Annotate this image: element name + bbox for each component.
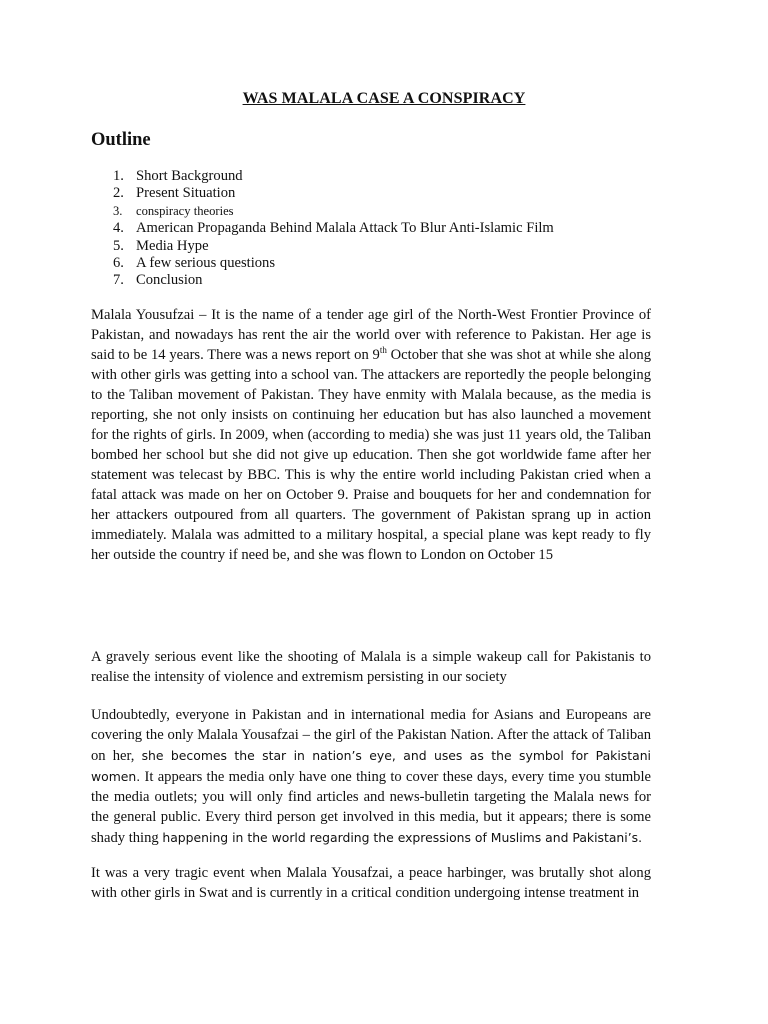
list-item-text: American Propaganda Behind Malala Attack To Blur Anti-Islamic Film xyxy=(136,220,554,237)
list-item-number: 5. xyxy=(113,237,124,254)
list-item xyxy=(113,272,554,289)
paragraph-tragic-event: It was a very tragic event when Malala Yousafzai, a peace harbinger, was brutally shot along with other girls in Swat and is currently in a critical condition undergoing intense treatment in xyxy=(91,865,651,901)
outline-heading: Outline xyxy=(91,130,151,150)
paragraph-background xyxy=(91,306,651,566)
list-item xyxy=(113,168,554,185)
paragraph-text: Malala Yousufzai – It is the name of a tender age girl of the North-West Frontier Province of Pakistan, and nowadays has rent the air the world over with reference to Pakistan. Her age is said to be 14 years. There was a news report on 9 xyxy=(91,307,651,363)
ordinal-superscript: th xyxy=(379,345,387,356)
document-title: WAS MALALA CASE A CONSPIRACY xyxy=(242,90,526,107)
list-item-number: 7. xyxy=(113,272,124,289)
list-item-number: 3. xyxy=(113,203,123,218)
list-item xyxy=(113,238,554,255)
outline-list xyxy=(113,168,554,290)
paragraph-text: October that she was shot at while she along with other girls was getting into a school van. The attackers are reportedly the people belonging to the Taliban movement of Pakistan. They have enmity with Malala because, as the media is reporting, she not only insists on continuing her education but has also launched a movement for the rights of girls. In 2009, when (according to media) she was just 11 years old, the Taliban bombed her school but she did not give up education. Then she got worldwide fame after her statement was telecast by BBC. This is why the entire world including Pakistan cried when a fatal attack was made on her on October 9. Praise and bouquets for her and condemnation for her attackers outpoured from all quarters. The government of Pakistan sprang up in action immediately. Malala was admitted to a military hospital, a special plane was kept ready to fly her outside the country if need be, and she was flown to London on October 15 xyxy=(91,346,652,563)
paragraph-wakeup-call: A gravely serious event like the shooting of Malala is a simple wakeup call for Pakistanis to realise the intensity of violence and extremism persisting in our society xyxy=(91,649,651,685)
paragraph-text: happening in the world regarding the expressions of Muslims and Pakistani’s. xyxy=(162,829,643,845)
paragraph-text: she becomes the star in nation’s eye, and uses as the symbol for Pakistani women. xyxy=(91,747,651,784)
list-item-text: Present Situation xyxy=(136,185,236,202)
paragraph-text: It appears the media only have one thing to cover these days, every time you stumble the media outlets; you will only find articles and news-bulletin targeting the Malala news for the general public. Every third person get involved in this media, but it appears; there is some shady thing xyxy=(91,768,651,846)
paragraph-media-coverage xyxy=(91,706,651,849)
list-item xyxy=(113,185,554,202)
list-item xyxy=(113,220,554,237)
list-item-text: Media Hype xyxy=(136,237,209,254)
list-item xyxy=(113,203,554,220)
list-item-text: conspiracy theories xyxy=(136,203,234,218)
list-item-number: 2. xyxy=(113,185,124,202)
paragraph-text: Undoubtedly, everyone in Pakistan and in international media for Asians and Europeans are covering the only Malala Yousafzai – the girl of the Pakistan Nation. After the attack of Taliban on her, xyxy=(91,707,651,764)
list-item-text: A few serious questions xyxy=(136,254,276,271)
list-item-number: 1. xyxy=(113,168,124,184)
list-item-text: Short Background xyxy=(136,168,243,184)
list-item-number: 4. xyxy=(113,220,124,237)
list-item-text: Conclusion xyxy=(136,272,203,289)
list-item-number: 6. xyxy=(113,254,124,271)
list-item xyxy=(113,255,554,272)
